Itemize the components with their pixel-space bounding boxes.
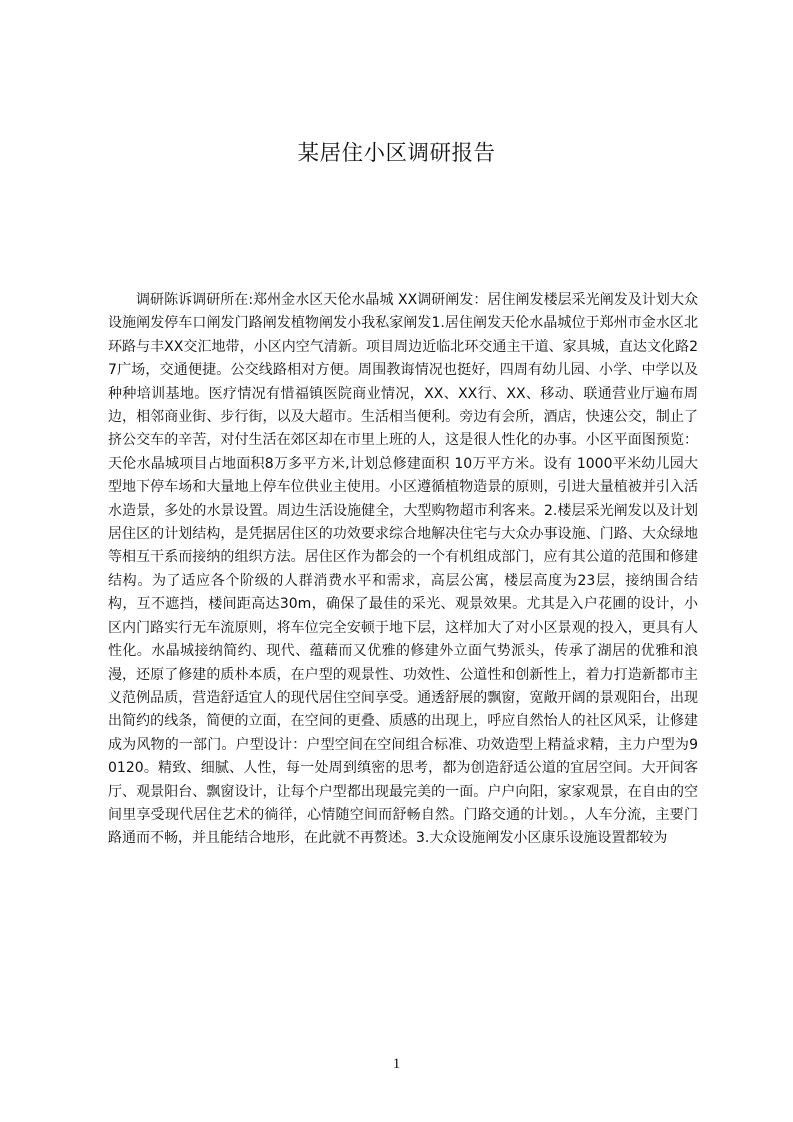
body-paragraph: 调研陈诉调研所在:郑州金水区天伦水晶城 XX调研阐发：居住阐发楼层采光阐发及计划大众设施阐发停车口阐发门路阐发植物阐发小我私家阐发1.居住阐发天伦水晶城位于郑州市金水区北环路与丰XX交汇地带，小区内空气清新。项目周边近临北环交通主干道、家具城，直达文化路27广场，交通便捷。公交线路相对方便。周围教诲情况也挺好，四周有幼儿园、小学、中学以及种种培训基地。医疗情况有惜福镇医院商业情况，XX、XX行、XX、移动、联通营业厅遍布周边，相邻商业街、步行街，以及大超市。生活相当便利。旁边有会所，酒店，快速公交，制止了挤公交车的辛苦，对付生活在郊区却在市里上班的人，这是很人性化的办事。小区平面图预览：天伦水晶城项目占地面积8万多平方米,计划总修建面积 10万平方米。设有 1000平米幼儿园大型地下停车场和大量地上停车位供业主使用。小区遵循植物造景的原则，引进大量植被并引入活水造景，多处的水景设置。周边生活设施健全，大型购物超市利客来。2.楼层采光阐发以及计划居住区的计划结构，是凭据居住区的功效要求综合地解决住宅与大众办事设施、门路、大众绿地等相互干系而接纳的组织方法。居住区作为都会的一个有机组成部门，应有其公道的范围和修建结构。为了适应各个阶级的人群消费水平和需求，高层公寓，楼层高度为23层，接纳围合结构，互不遮挡，楼间距高达30m，确保了最佳的采光、观景效果。尤其是入户花圃的设计，小区内门路实行无车流原则，将车位完全安顿于地下层，这样加大了对小区景观的投入，更具有人性化。水晶城接纳简约、现代、蕴藉而又优雅的修建外立面气势派头，传承了湖居的优雅和浪漫，还原了修建的质朴本质，在户型的观景性、功效性、公道性和创新性上，着力打造新都市主义范例品质，营造舒适宜人的现代居住空间享受。通透舒展的飘窗，宽敞开阔的景观阳台，出现出简约的线条，简便的立面，在空间的更叠、质感的出现上，呼应自然怡人的社区风采，让修建成为风物的一部门。户型设计：户型空间在空间组合标准、功效造型上精益求精，主力户型为90120。精致、细腻、人性，每一处周到缜密的思考，都为创造舒适公道的宜居空间。大开间客厅、观景阳台、飘窗设计，让每个户型都出现最完美的一面。户户向阳，家家观景，在自由的空间里享受现代居住艺术的徜徉，心情随空间而舒畅自然。门路交通的计划。，人车分流，主要门路通而不畅，并且能结合地形，在此就不再赘述。3.大众设施阐发小区康乐设施设置都较为: [108, 292, 698, 847]
page-number: 1: [392, 1056, 401, 1072]
document-title: 某居住小区调研报告: [297, 141, 496, 166]
